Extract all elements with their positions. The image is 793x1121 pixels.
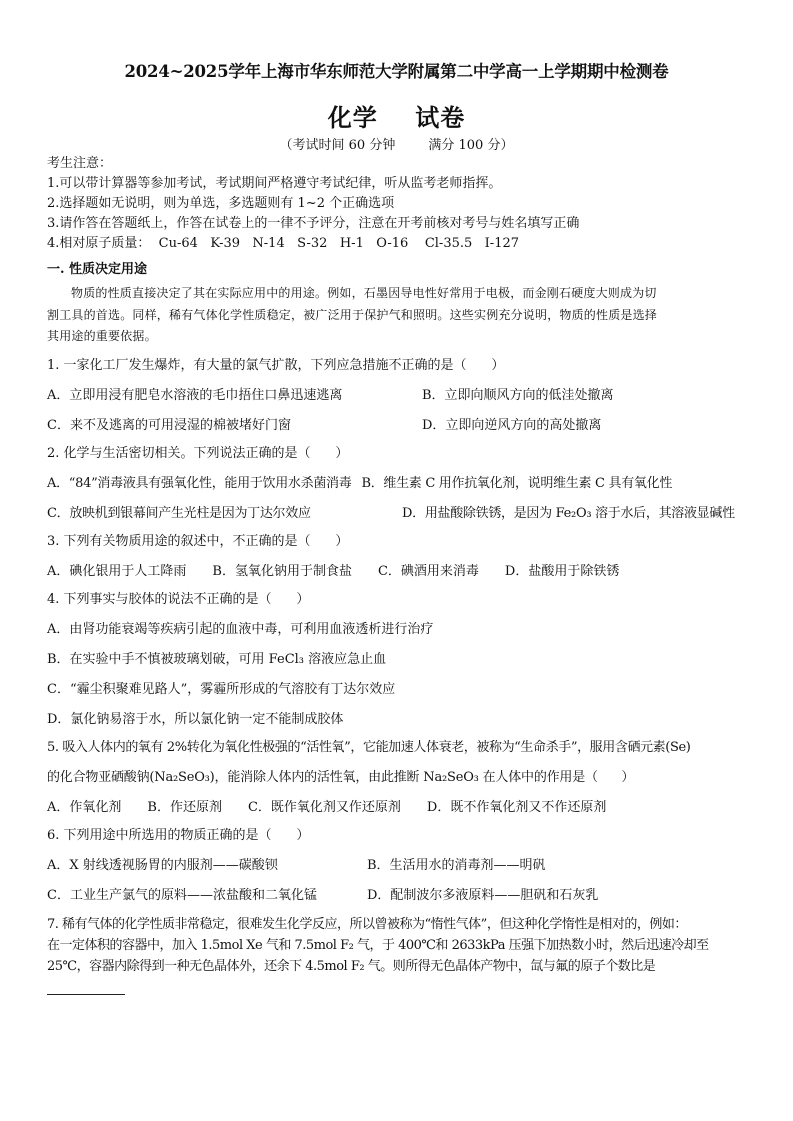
question-6-options-row bbox=[47, 886, 749, 906]
question-6-options-row bbox=[47, 856, 749, 876]
question-5-options-row bbox=[47, 798, 749, 818]
passage-line: 物质的性质直接决定了其在实际应用中的用途。例如，石墨因导电性好常用于电极，而金刚石硬度大则成为切 bbox=[71, 286, 657, 300]
question-5-option-a: A．作氧化剂 bbox=[47, 799, 122, 815]
question-1-options-row bbox=[47, 416, 749, 436]
notice-item-atomic-masses: 4.相对原子质量： Cu-64 K-39 N-14 S-32 H-1 O-16 Cl-35.5 I-127 bbox=[47, 236, 520, 251]
notice-item: 3.请作答在答题纸上，作答在试卷上的一律不予评分，注意在开考前核对考号与姓名填写正确 bbox=[47, 216, 580, 231]
question-1-stem: 1. 一家化工厂发生爆炸，有大量的氯气扩散，下列应急措施不正确的是（ ） bbox=[47, 357, 505, 373]
question-3-stem: 3. 下列有关物质用途的叙述中，不正确的是（ ） bbox=[47, 533, 349, 549]
question-7-stem-line: 在一定体积的容器中，加入 1.5mol Xe 气和 7.5mol F₂ 气，于 400℃和 2633kPa 压强下加热数小时，然后迅速冷却至 bbox=[47, 937, 709, 953]
subject-title: 化学 试卷 bbox=[327, 103, 466, 132]
notice-item: 1.可以带计算器等参加考试，考试期间严格遵守考试纪律，听从监考老师指挥。 bbox=[47, 176, 502, 191]
question-2-stem: 2. 化学与生活密切相关。下列说法正确的是（ ） bbox=[47, 445, 349, 461]
question-6-option-a: A．X 射线透视肠胃的内服剂——碳酸钡 bbox=[47, 857, 278, 873]
exam-time-score: （考试时间 60 分钟 满分 100 分） bbox=[279, 138, 514, 153]
question-3-option-d: D．盐酸用于除铁锈 bbox=[504, 563, 620, 579]
passage-line: 其用途的重要依据。 bbox=[47, 329, 157, 343]
exam-body bbox=[47, 154, 749, 995]
question-4-option-d: D．氯化钠易溶于水，所以氯化钠一定不能制成胶体 bbox=[47, 711, 344, 727]
question-2-option-c: C．放映机到银幕间产生光柱是因为丁达尔效应 bbox=[47, 505, 311, 521]
answer-blank-line[interactable] bbox=[47, 994, 125, 995]
question-4-option-c: C．“霾尘积聚难见路人”，雾霾所形成的气溶胶有丁达尔效应 bbox=[47, 681, 396, 697]
question-4-stem: 4. 下列事实与胶体的说法不正确的是（ ） bbox=[47, 591, 310, 607]
question-7-stem-line: 25℃，容器内除得到一种无色晶体外，还余下 4.5mol F₂ 气。则所得无色晶体产物中，氙与氟的原子个数比是 bbox=[47, 958, 656, 974]
question-3-option-a: A．碘化银用于人工降雨 bbox=[47, 563, 187, 579]
question-7-stem-line: 7. 稀有气体的化学性质非常稳定，很难发生化学反应，所以曾被称为“惰性气体”，但这种化学惰性是相对的，例如： bbox=[47, 916, 687, 932]
question-7-stem bbox=[47, 914, 749, 977]
question-6-stem: 6. 下列用途中所选用的物质正确的是（ ） bbox=[47, 827, 310, 843]
question-5-option-d: D．既不作氧化剂又不作还原剂 bbox=[426, 799, 607, 815]
section-passage bbox=[47, 283, 749, 348]
question-1-option-b: B．立即向顺风方向的低洼处撤离 bbox=[422, 387, 614, 403]
question-5-option-b: B．作还原剂 bbox=[147, 799, 222, 815]
question-1-options-row bbox=[47, 386, 749, 406]
question-4-option-a: A．由肾功能衰竭等疾病引起的血液中毒，可利用血液透析进行治疗 bbox=[47, 621, 434, 637]
question-5-stem-line: 5. 吸入人体内的氧有 2%转化为氧化性极强的“活性氧”，它能加速人体衰老，被称为“生命杀手”，服用含硒元素(Se) bbox=[47, 739, 691, 755]
question-4-option-b: B．在实验中手不慎被玻璃划破，可用 FeCl₃ 溶液应急止血 bbox=[47, 651, 387, 667]
passage-line: 割工具的首选。同样，稀有气体化学性质稳定，被广泛用于保护气和照明。这些实例充分说明，物质的性质是选择 bbox=[47, 307, 658, 322]
notice-title: 考生注意： bbox=[47, 156, 113, 171]
question-3-option-b: B．氢氧化钠用于制食盐 bbox=[212, 563, 352, 579]
question-2-option-b: B．维生素 C 用作抗氧化剂，说明维生素 C 具有氧化性 bbox=[361, 475, 673, 491]
question-1-option-a: A．立即用浸有肥皂水溶液的毛巾捂住口鼻迅速逃离 bbox=[47, 387, 343, 403]
question-2-option-a: A．“84”消毒液具有强氧化性，能用于饮用水杀菌消毒 bbox=[47, 475, 352, 491]
question-1-option-d: D．立即向逆风方向的高处撤离 bbox=[422, 417, 602, 433]
exam-title: 2024~2025学年上海市华东师范大学附属第二中学高一上学期期中检测卷 bbox=[124, 62, 669, 81]
question-5-stem-line: 的化合物亚硒酸钠(Na₂SeO₃)，能消除人体内的活性氧，由此推断 Na₂SeO₃ 在人体中的作用是（ ） bbox=[47, 769, 635, 785]
question-6-option-d: D．配制波尔多液原料——胆矾和石灰乳 bbox=[367, 887, 599, 903]
section-title: 一. 性质决定用途 bbox=[47, 262, 148, 277]
question-3-options-row bbox=[47, 562, 749, 582]
question-3-option-c: C．碘酒用来消毒 bbox=[377, 563, 479, 579]
notice-item: 2.选择题如无说明，则为单选，多选题则有 1~2 个正确选项 bbox=[47, 196, 395, 211]
question-6-option-c: C．工业生产氯气的原料——浓盐酸和二氧化锰 bbox=[47, 887, 317, 903]
question-1-option-c: C．来不及逃离的可用浸湿的棉被堵好门窗 bbox=[47, 417, 291, 433]
question-2-options-row bbox=[47, 504, 749, 524]
question-2-option-d: D．用盐酸除铁锈，是因为 Fe₂O₃ 溶于水后，其溶液显碱性 bbox=[402, 505, 735, 521]
question-2-options-row bbox=[47, 474, 749, 494]
question-5-option-c: C．既作氧化剂又作还原剂 bbox=[247, 799, 401, 815]
question-6-option-b: B．生活用水的消毒剂——明矾 bbox=[367, 857, 546, 873]
